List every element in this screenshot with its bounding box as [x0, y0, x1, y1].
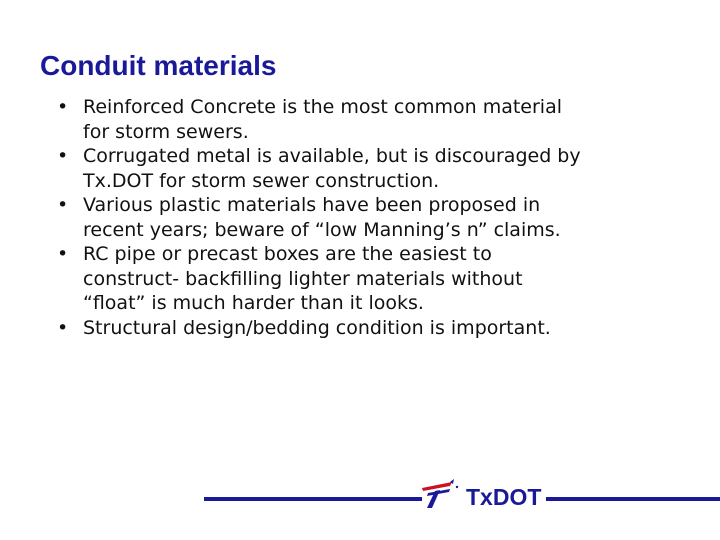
txdot-logo-text: TxDOT — [466, 484, 542, 510]
bullet-line: “float” is much harder than it looks. — [83, 292, 424, 314]
footer-rule-left — [204, 497, 422, 501]
bullet-dot: • — [57, 316, 69, 339]
bullet-item — [52, 316, 692, 341]
txdot-logo-icon — [420, 478, 462, 510]
bullet-dot: • — [57, 243, 69, 265]
bullet-line: Tx.DOT for storm sewer construction. — [83, 169, 440, 192]
bullet-item — [52, 95, 692, 144]
bullet-dot: • — [57, 194, 69, 216]
bullet-line: for storm sewers. — [83, 120, 249, 143]
bullet-line: Structural design/bedding condition is important. — [83, 316, 551, 339]
bullet-dot: • — [57, 96, 69, 118]
bullet-item — [52, 242, 692, 316]
bullet-item — [52, 193, 692, 242]
bullet-line: recent years; beware of “low Manning’s n” claims. — [83, 218, 561, 241]
bullet-line: construct- backfilling lighter materials without — [83, 267, 523, 290]
slide-title: Conduit materials — [40, 50, 277, 81]
bullet-line: RC pipe or precast boxes are the easiest to — [83, 243, 492, 265]
bullet-line: Corrugated metal is available, but is discouraged by — [83, 145, 581, 167]
bullet-line: Reinforced Concrete is the most common material — [83, 96, 562, 118]
footer-rule-right — [546, 497, 720, 501]
bullet-list — [52, 95, 692, 340]
bullet-line: Various plastic materials have been proposed in — [83, 194, 541, 216]
bullet-item — [52, 144, 692, 193]
bullet-dot: • — [57, 145, 69, 167]
